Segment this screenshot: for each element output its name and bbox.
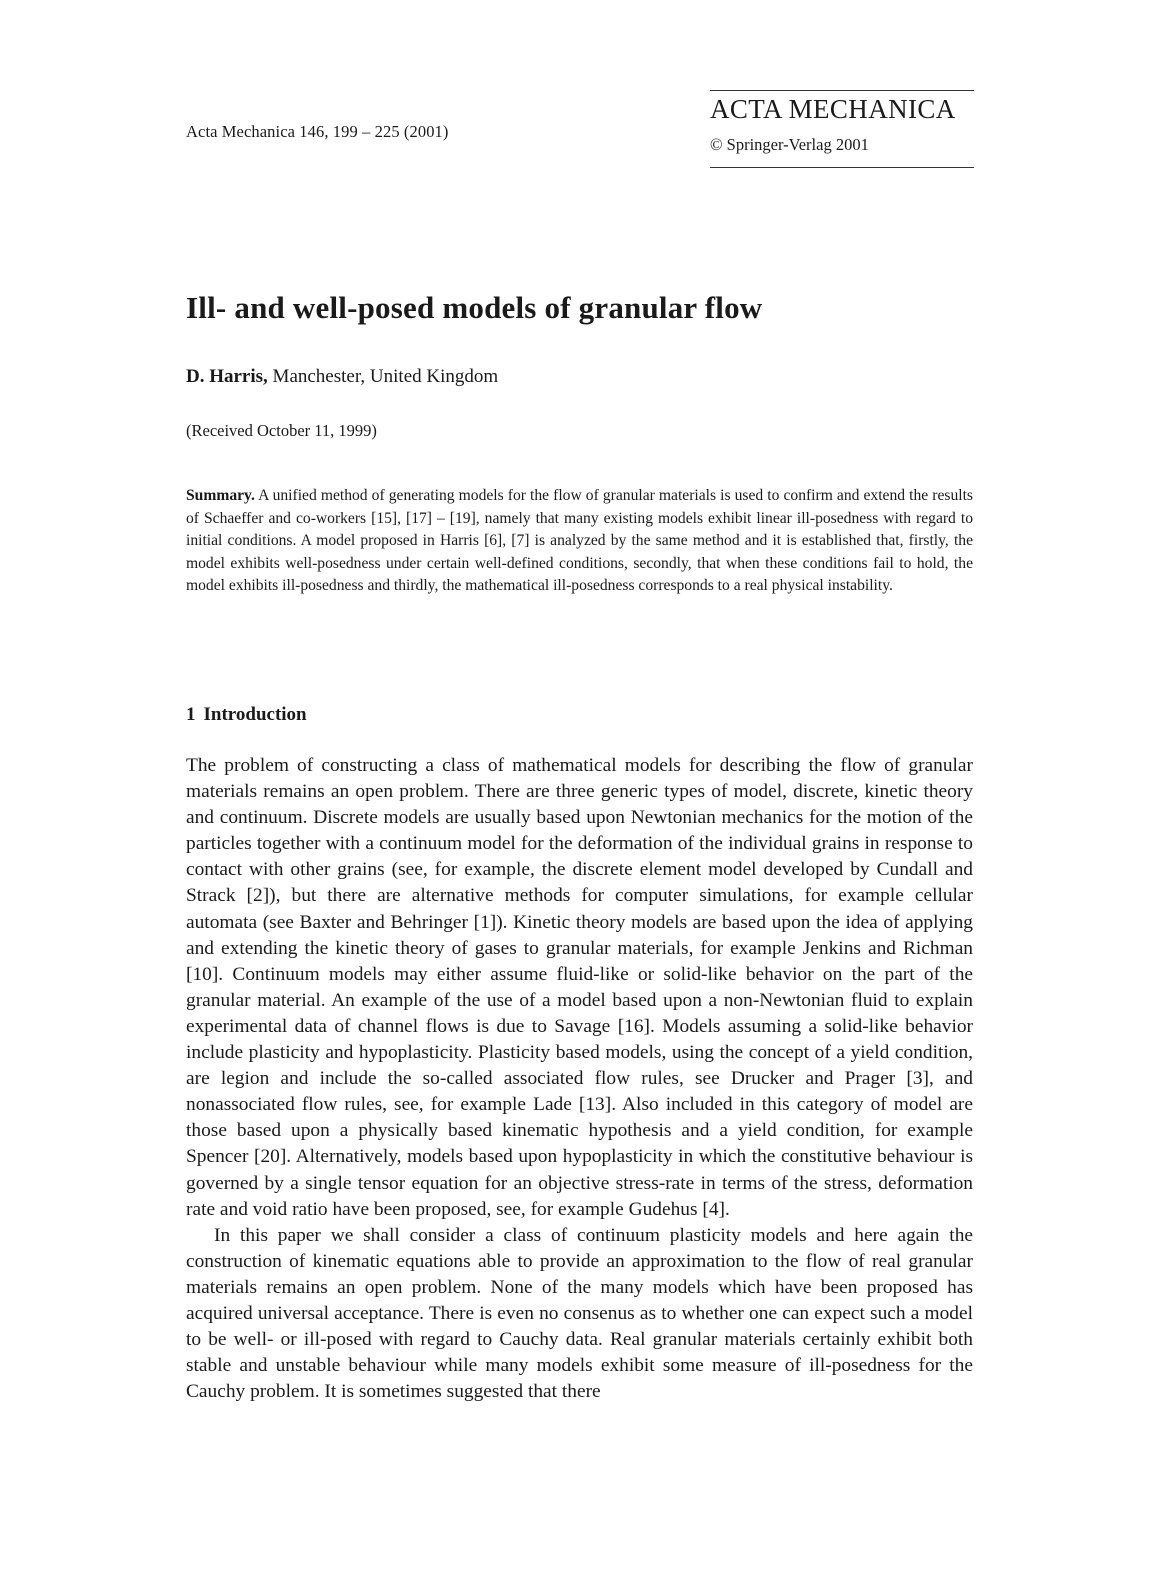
received-date: (Received October 11, 1999) <box>186 421 377 440</box>
journal-name: ACTA MECHANICA <box>710 94 956 124</box>
section-title: Introduction <box>203 704 307 725</box>
copyright-publisher: © Springer-Verlag 2001 <box>710 135 869 154</box>
author-affiliation: Manchester, United Kingdom <box>267 366 499 387</box>
author-line <box>186 366 498 388</box>
abstract-text: A unified method of generating models for the flow of granular materials is used to confirm and extend the results of Schaeffer and co-workers [15], [17] – [19], namely that many existing models exhibit linear ill-posedness with regard to initial conditions. A model proposed in Harris [6], [7] is analyzed by the same method and it is established that, firstly, the model exhibits well-posedness under certain well-defined conditions, secondly, that when these conditions fail to hold, the model exhibits ill-posedness and thirdly, the mathematical ill-posedness corresponds to a real physical instability. <box>186 487 973 595</box>
section-body <box>186 753 973 1405</box>
abstract-label: Summary. <box>186 487 255 504</box>
body-paragraph: The problem of constructing a class of mathematical models for describing the flow of granular materials remains an open problem. There are three generic types of model, discrete, kinetic theory and continuum. Discrete models are usually based upon Newtonian mechanics for the motion of the particles together with a continuum model for the deformation of the individual grains in response to contact with other grains (see, for example, the discrete element model developed by Cundall and Strack [2]), but there are alternative methods for computer simulations, for example cellular automata (see Baxter and Behringer [1]). Kinetic theory models are based upon the idea of applying and extending the kinetic theory of gases to granular materials, for example Jenkins and Richman [10]. Continuum models may either assume fluid-like or solid-like behavior on the part of the granular material. An example of the use of a model based upon a non-Newtonian fluid to explain experimental data of channel flows is due to Savage [16]. Models assuming a solid-like behavior include plasticity and hypoplasticity. Plasticity based models, using the concept of a yield condition, are legion and include the so-called associated flow rules, see Drucker and Prager [3], and nonassociated flow rules, see, for example Lade [13]. Also included in this category of model are those based upon a physically based kinematic hypothesis and a yield condition, for example Spencer [20]. Alternatively, models based upon hypoplasticity in which the constitutive behaviour is governed by a single tensor equation for an objective stress-rate in terms of the stress, deformation rate and void ratio have been proposed, see, for example Gudehus [4]. <box>186 755 973 1220</box>
abstract <box>186 485 973 598</box>
section-heading <box>186 704 307 726</box>
author-name: D. Harris, <box>186 366 268 387</box>
body-paragraph: In this paper we shall consider a class of continuum plasticity models and here again the construction of kinematic equations able to provide an approximation to the flow of real granular materials remains an open problem. None of the many models which have been proposed has acquired universal acceptance. There is even no consenus as to whether one can expect such a model to be well- or ill-posed with regard to Cauchy data. Real granular materials certainly exhibit both stable and unstable behaviour while many models exhibit some measure of ill-posedness for the Cauchy problem. It is sometimes suggested that there <box>186 1224 973 1403</box>
journal-masthead <box>710 90 974 168</box>
journal-citation: Acta Mechanica 146, 199 – 225 (2001) <box>186 122 449 141</box>
section-number: 1 <box>186 704 196 725</box>
paper-title: Ill- and well-posed models of granular flow <box>186 290 763 325</box>
